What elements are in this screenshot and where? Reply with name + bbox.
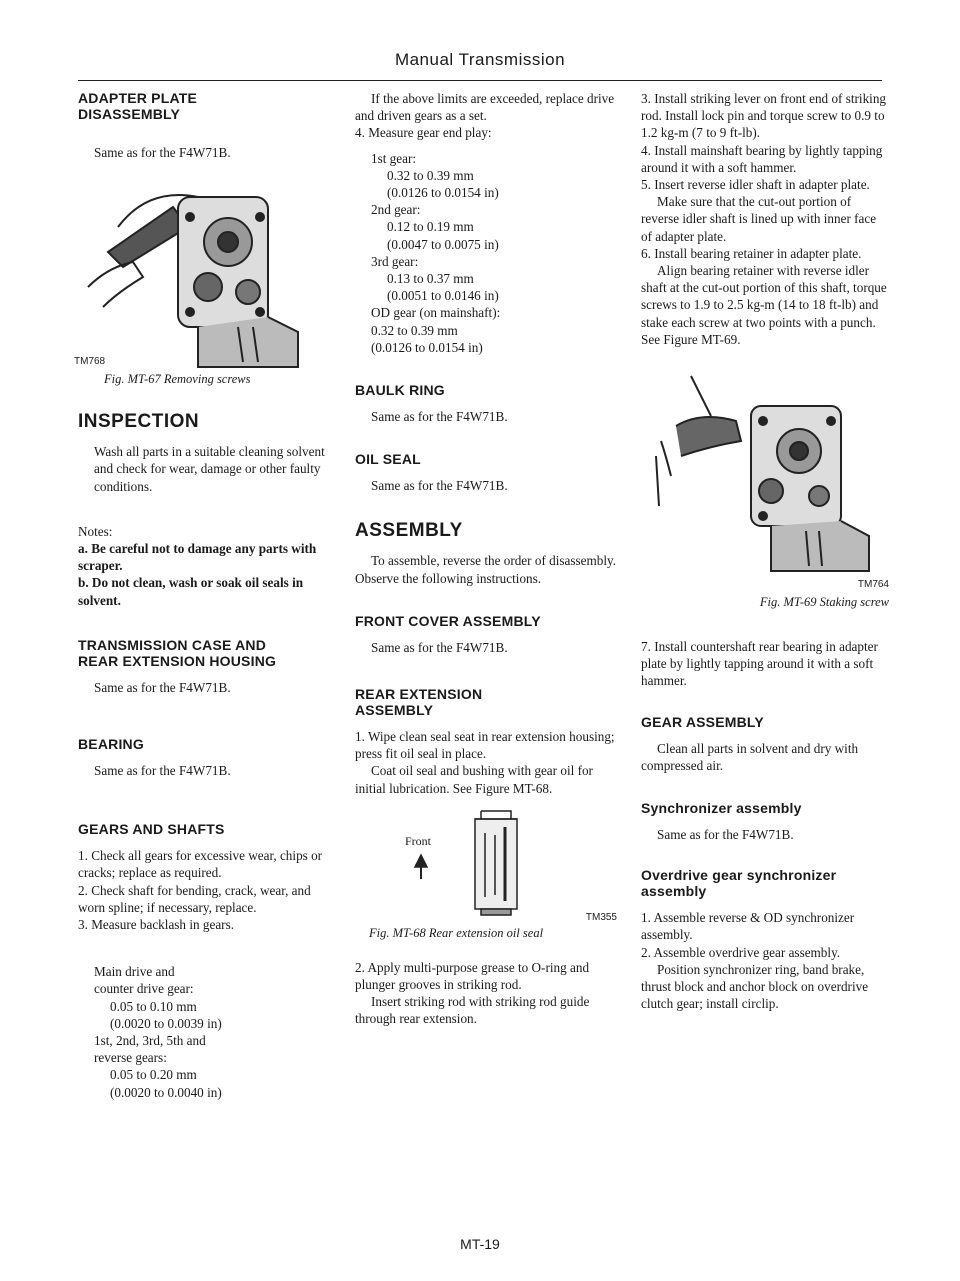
gears-heading: GEARS AND SHAFTS [78, 821, 225, 838]
notes-label: Notes: [78, 523, 113, 539]
fig69-caption: Fig. MT-69 Staking screw [759, 595, 889, 610]
g1-in: (0.0126 to 0.0154 in) [387, 185, 499, 201]
step-3: 3. Install striking lever on front end of striking rod. Install lock pin and torque screw to 0.9 to 1.2 kg-m (7 to 9 ft-lb). [641, 91, 887, 141]
fig68-front-label: Front [405, 833, 432, 848]
adapter-heading-line1: ADAPTER PLATE [78, 90, 198, 106]
sync-heading: Synchronizer assembly [641, 800, 802, 817]
g2-mm: 0.12 to 0.19 mm [387, 219, 474, 235]
oilseal-heading: OIL SEAL [355, 451, 421, 468]
gear-asm-heading: GEAR ASSEMBLY [641, 713, 764, 730]
od-sync-heading-line1: Overdrive gear synchronizer [641, 867, 837, 884]
note-a: a. Be careful not to damage any parts with scraper. [78, 541, 317, 574]
g3-label: 3rd gear: [371, 253, 419, 269]
figure-mt67 [74, 167, 328, 403]
step-6: 6. Install bearing retainer in adapter plate. [641, 245, 862, 261]
od-step-2b: Position synchronizer ring, band brake, thrust block and anchor block on overdrive clutch gear; install circlip. [641, 961, 869, 1012]
figure-mt69 [641, 366, 889, 616]
fig67-tm: TM768 [74, 356, 106, 368]
case-heading-line1: TRANSMISSION CASE AND [78, 636, 267, 653]
od-label: OD gear (on mainshaft): [371, 305, 501, 321]
bl-rev-1: 1st, 2nd, 3rd, 5th and [94, 1033, 206, 1049]
column-3 [641, 90, 889, 1012]
bearing-text: Same as for the F4W71B. [94, 763, 231, 779]
od-sync-heading-line2: assembly [641, 883, 707, 900]
oilseal-text: Same as for the F4W71B. [371, 478, 508, 494]
assembly-heading: ASSEMBLY [355, 520, 463, 542]
bl-rev-in: (0.0020 to 0.0040 in) [110, 1084, 222, 1100]
rear-step-1b: Coat oil seal and bushing with gear oil for initial lubrication. See Figure MT-68. [355, 763, 593, 796]
gears-step-3: 3. Measure backlash in gears. [78, 917, 234, 933]
figure-mt68 [355, 805, 617, 943]
bl-main-2: counter drive gear: [94, 981, 194, 997]
fig68-caption: Fig. MT-68 Rear extension oil seal [369, 925, 544, 940]
sync-text: Same as for the F4W71B. [657, 827, 794, 843]
g2-label: 2nd gear: [371, 202, 421, 218]
notes [78, 523, 328, 609]
g3-in: (0.0051 to 0.0146 in) [387, 288, 499, 304]
limits-text: If the above limits are exceeded, replace drive and driven gears as a set. [355, 91, 615, 124]
od-step-1: 1. Assemble reverse & OD synchronizer assembly. [641, 910, 855, 943]
baulk-text: Same as for the F4W71B. [371, 409, 508, 425]
rear-step-1: 1. Wipe clean seal seat in rear extension housing; press fit oil seal in place. [355, 729, 615, 762]
baulk-heading: BAULK RING [355, 382, 445, 399]
case-heading [78, 637, 328, 669]
rear-ext-heading [355, 686, 617, 718]
od-sync-heading [641, 867, 889, 899]
bl-main-1: Main drive and [94, 964, 175, 980]
bl-rev-mm: 0.05 to 0.20 mm [110, 1067, 197, 1083]
removing-screws-illustration [78, 167, 328, 377]
step-5b: Make sure that the cut-out portion of reverse idler shaft is lined up with inner face of adapter plate. [641, 194, 877, 244]
rear-ext-heading-line2: ASSEMBLY [355, 702, 434, 719]
gear-asm-text: Clean all parts in solvent and dry with compressed air. [641, 740, 859, 773]
adapter-heading-line2: DISASSEMBLY [78, 106, 181, 122]
rear-step-2b: Insert striking rod with striking rod guide through rear extension. [355, 994, 590, 1027]
case-text: Same as for the F4W71B. [94, 679, 231, 695]
od-mm: 0.32 to 0.39 mm [371, 322, 458, 338]
oil-seal-illustration [355, 805, 617, 917]
gears-step-2: 2. Check shaft for bending, crack, wear, and worn spline; if necessary, replace. [78, 882, 311, 915]
header-rule [78, 80, 882, 81]
staking-screw-illustration [641, 366, 889, 586]
page-number: MT-19 [460, 1236, 500, 1252]
od-in: (0.0126 to 0.0154 in) [371, 339, 483, 355]
step-5: 5. Insert reverse idler shaft in adapter plate. [641, 177, 870, 193]
step-4: 4. Install mainshaft bearing by lightly tapping around it with a soft hammer. [641, 142, 883, 175]
case-heading-line2: REAR EXTENSION HOUSING [78, 652, 277, 669]
rear-ext-heading-line1: REAR EXTENSION [355, 686, 483, 703]
adapter-text: Same as for the F4W71B. [94, 145, 231, 160]
fig67-caption: Fig. MT-67 Removing screws [104, 372, 251, 387]
g3-mm: 0.13 to 0.37 mm [387, 271, 474, 287]
column-1 [74, 90, 328, 1101]
g1-mm: 0.32 to 0.39 mm [387, 167, 474, 183]
rear-step-2: 2. Apply multi-purpose grease to O-ring and plunger grooves in striking rod. [355, 959, 590, 993]
inspection-text: Wash all parts in a suitable cleaning solvent and check for wear, damage or other faulty conditions. [94, 444, 325, 494]
inspection-heading: INSPECTION [78, 411, 200, 433]
fig68-tm: TM355 [585, 911, 617, 923]
page-header: Manual Transmission [394, 50, 566, 69]
g2-in: (0.0047 to 0.0075 in) [387, 236, 499, 252]
g1-label: 1st gear: [371, 150, 417, 166]
bl-main-mm: 0.05 to 0.10 mm [110, 998, 197, 1014]
backlash-specs [78, 963, 328, 1101]
step-7: 7. Install countershaft rear bearing in adapter plate by lightly tapping around it with a soft hammer. [641, 639, 878, 689]
column-2 [355, 90, 617, 1028]
note-b: b. Do not clean, wash or soak oil seals in solvent. [78, 575, 304, 608]
endplay-item: 4. Measure gear end play: [355, 125, 492, 141]
endplay-specs [355, 150, 617, 356]
front-cover-text: Same as for the F4W71B. [371, 639, 508, 655]
bl-rev-2: reverse gears: [94, 1050, 167, 1066]
adapter-heading [78, 90, 328, 122]
bearing-heading: BEARING [78, 736, 144, 753]
od-step-2: 2. Assemble overdrive gear assembly. [641, 944, 841, 960]
step-6b: Align bearing retainer with reverse idler shaft at the cut-out portion of this shaft, torque screws to 1.9 to 2.5 kg-m (14 to 18 ft-lb) and stake each screw at two points with a punch. See Figure MT-69. [641, 263, 887, 347]
bl-main-in: (0.0020 to 0.0039 in) [110, 1015, 222, 1031]
assembly-text: To assemble, reverse the order of disassembly. Observe the following instructions. [355, 553, 617, 586]
front-cover-heading: FRONT COVER ASSEMBLY [355, 612, 541, 629]
fig69-tm: TM764 [857, 579, 889, 591]
gears-step-1: 1. Check all gears for excessive wear, chips or cracks; replace as required. [78, 848, 323, 881]
